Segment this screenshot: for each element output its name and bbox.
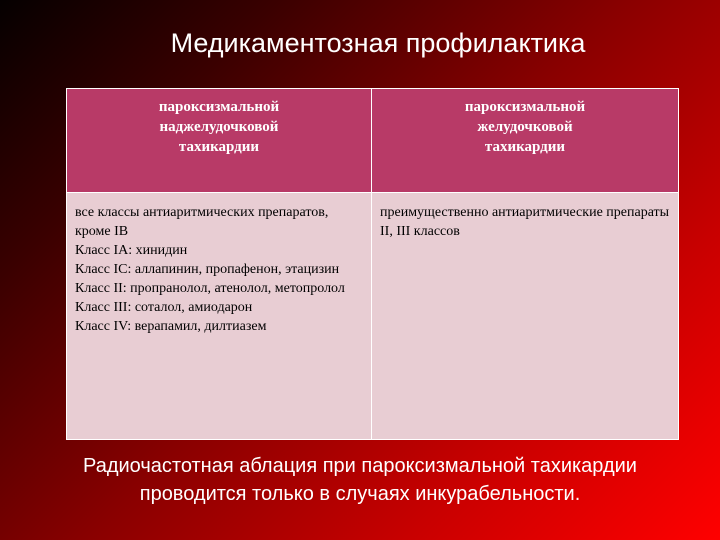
supraventricular-drugs-cell bbox=[67, 193, 372, 440]
header-label: пароксизмальной желудочковой тахикардии bbox=[464, 99, 586, 155]
table-header-row bbox=[67, 89, 679, 193]
footer-line: проводится только в случаях инкурабельности. bbox=[139, 483, 581, 505]
header-label: пароксизмальной наджелудочковой тахикардии bbox=[158, 99, 280, 155]
comparison-table bbox=[66, 88, 679, 440]
drug-line: Класс II: пропранолол, атенолол, метопролол bbox=[75, 281, 345, 296]
drug-line: Класс III: соталол, амиодарон bbox=[75, 300, 253, 315]
drug-line: Класс IV: верапамил, дилтиазем bbox=[75, 319, 267, 334]
drug-line: все классы антиаритмических препаратов, кроме IB bbox=[75, 205, 329, 239]
ventricular-drugs-cell bbox=[372, 193, 679, 440]
drug-line: Класс IA: хинидин bbox=[75, 243, 188, 258]
header-supraventricular bbox=[67, 89, 372, 193]
drug-line: Класс IC: аллапинин, пропафенон, этацизин bbox=[75, 262, 340, 277]
drug-line: преимущественно антиаритмические препараты II, III классов bbox=[380, 205, 670, 239]
footer-note bbox=[0, 452, 720, 508]
footer-line: Радиочастотная аблация при пароксизмальной тахикардии bbox=[83, 455, 637, 477]
table-body-row bbox=[67, 193, 679, 440]
slide-title: Медикаментозная профилактика bbox=[170, 28, 586, 58]
header-ventricular bbox=[372, 89, 679, 193]
